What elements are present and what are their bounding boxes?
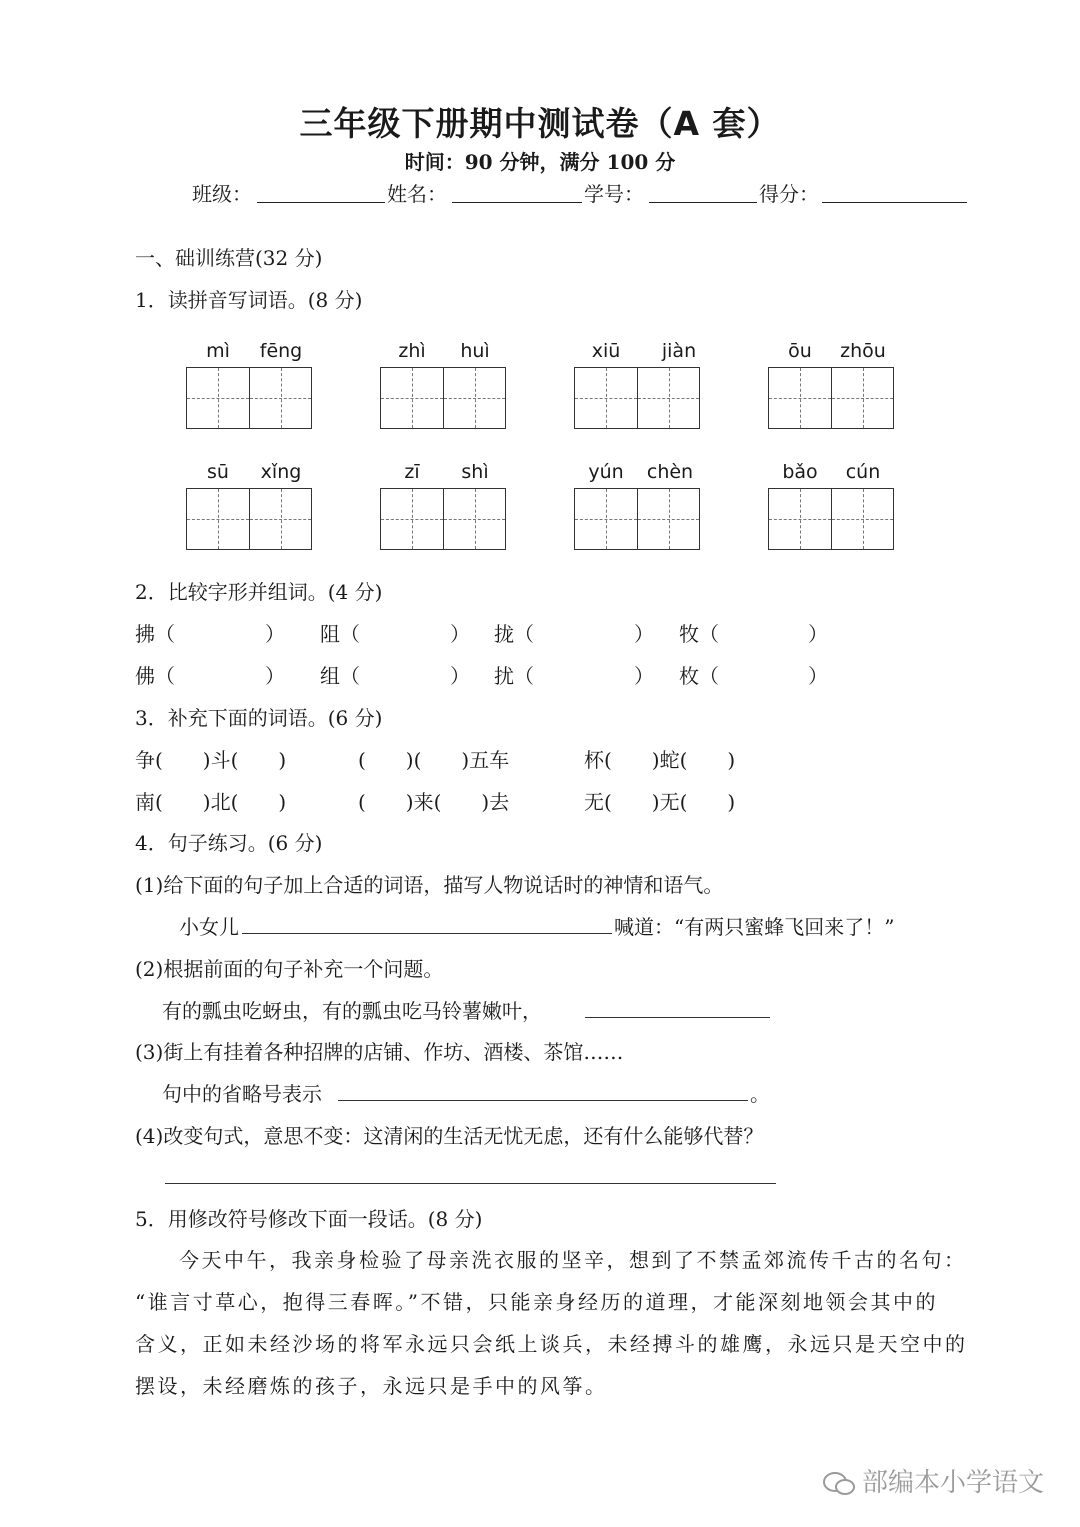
- score-field[interactable]: [822, 182, 967, 203]
- writing-grid[interactable]: [186, 488, 312, 550]
- idiom-blank[interactable]: ( )来( )去: [358, 790, 510, 814]
- word-item: 组（: [320, 664, 360, 688]
- name-field[interactable]: [452, 182, 582, 203]
- wechat-icon: [822, 1470, 856, 1498]
- writing-grid[interactable]: [574, 488, 700, 550]
- page-title: 三年级下册期中测试卷（A 套）: [299, 104, 781, 143]
- number-label: 学号：: [584, 182, 644, 206]
- class-field[interactable]: [257, 182, 385, 203]
- sentence-start: 小女儿: [179, 915, 239, 939]
- word-paren[interactable]: ）: [634, 622, 654, 646]
- writing-grid[interactable]: [380, 367, 506, 429]
- idiom-blank[interactable]: 南( )北( ): [135, 790, 287, 814]
- word-paren[interactable]: ）: [450, 622, 470, 646]
- passage-line: 摆设，未经磨炼的孩子，永远只是手中的风筝。: [135, 1374, 608, 1398]
- passage-line: “谁言寸草心，抱得三春晖。”不错，只能亲身经历的道理，才能深刻地领会其中的: [135, 1290, 938, 1314]
- name-label: 姓名：: [387, 182, 447, 206]
- writing-grid[interactable]: [186, 367, 312, 429]
- word-item: 枚（: [679, 664, 719, 688]
- passage-line: 含义，正如未经沙场的将军永远只会纸上谈兵，未经搏斗的雄鹰，永远只是天空中的: [135, 1332, 968, 1356]
- passage-line: 今天中午，我亲身检验了母亲洗衣服的坚辛，想到了不禁孟郊流传千古的名句：: [179, 1248, 967, 1272]
- writing-grid[interactable]: [768, 488, 894, 550]
- pinyin-label: mì: [206, 340, 230, 362]
- pinyin-label: zhōu: [840, 340, 886, 362]
- word-paren[interactable]: ）: [265, 622, 285, 646]
- sub-question-1: (1)给下面的句子加上合适的词语，描写人物说话时的神情和语气。: [135, 873, 724, 897]
- sentence-start: 有的瓢虫吃蚜虫，有的瓢虫吃马铃薯嫩叶，: [162, 999, 542, 1023]
- question-1-title: 1．读拼音写词语。(8 分): [135, 288, 363, 312]
- sub-question-4: (4)改变句式，意思不变：这清闲的生活无忧无虑，还有什么能够代替？: [135, 1124, 764, 1148]
- pinyin-label: bǎo: [782, 461, 818, 483]
- class-label: 班级：: [192, 182, 252, 206]
- word-paren[interactable]: ）: [808, 622, 828, 646]
- number-field[interactable]: [649, 182, 757, 203]
- pinyin-label: sū: [207, 461, 229, 483]
- word-item: 阻（: [320, 622, 360, 646]
- watermark: [822, 1462, 1044, 1499]
- pinyin-label: zī: [404, 461, 420, 483]
- question-5-title: 5．用修改符号修改下面一段话。(8 分): [135, 1207, 483, 1231]
- watermark-text: 部编本小学语文: [861, 1468, 1044, 1498]
- idiom-blank[interactable]: 杯( )蛇( ): [584, 748, 736, 772]
- score-label: 得分：: [759, 182, 819, 206]
- pinyin-label: cún: [845, 461, 881, 483]
- word-paren[interactable]: ）: [450, 664, 470, 688]
- sentence-end: 喊道：“有两只蜜蜂飞回来了！”: [614, 915, 895, 939]
- sentence-start: 句中的省略号表示: [162, 1082, 322, 1106]
- pinyin-label: xǐng: [260, 461, 302, 483]
- word-item: 拢（: [494, 622, 534, 646]
- idiom-blank[interactable]: ( )( )五车: [358, 748, 510, 772]
- pinyin-label: jiàn: [661, 340, 697, 362]
- writing-grid[interactable]: [574, 367, 700, 429]
- pinyin-label: chèn: [646, 461, 694, 483]
- sub-question-2: (2)根据前面的句子补充一个问题。: [135, 957, 444, 981]
- pinyin-label: yún: [588, 461, 624, 483]
- pinyin-label: huì: [460, 340, 490, 362]
- sentence-end: 。: [750, 1082, 770, 1106]
- answer-line[interactable]: [585, 1017, 770, 1018]
- word-paren[interactable]: ）: [808, 664, 828, 688]
- page-subtitle: 时间：90 分钟，满分 100 分: [404, 150, 676, 174]
- sub-question-3: (3)街上有挂着各种招牌的店铺、作坊、酒楼、茶馆……: [135, 1040, 624, 1064]
- word-item: 牧（: [679, 622, 719, 646]
- answer-line[interactable]: [338, 1100, 748, 1101]
- writing-grid[interactable]: [380, 488, 506, 550]
- answer-line[interactable]: [165, 1183, 776, 1184]
- writing-grid[interactable]: [768, 367, 894, 429]
- word-item: 拂（: [135, 622, 175, 646]
- pinyin-label: xiū: [591, 340, 621, 362]
- word-paren[interactable]: ）: [634, 664, 654, 688]
- pinyin-label: fēng: [259, 340, 303, 362]
- section-heading: 一、础训练营(32 分): [135, 246, 323, 270]
- pinyin-label: zhì: [398, 340, 426, 362]
- pinyin-label: shì: [461, 461, 489, 483]
- word-item: 佛（: [135, 664, 175, 688]
- pinyin-label: ōu: [788, 340, 812, 362]
- idiom-blank[interactable]: 争( )斗( ): [135, 748, 287, 772]
- idiom-blank[interactable]: 无( )无( ): [584, 790, 736, 814]
- word-paren[interactable]: ）: [265, 664, 285, 688]
- question-2-title: 2．比较字形并组词。(4 分): [135, 580, 383, 604]
- answer-line[interactable]: [242, 933, 612, 934]
- word-item: 扰（: [494, 664, 534, 688]
- question-3-title: 3．补充下面的词语。(6 分): [135, 706, 383, 730]
- question-4-title: 4．句子练习。(6 分): [135, 831, 323, 855]
